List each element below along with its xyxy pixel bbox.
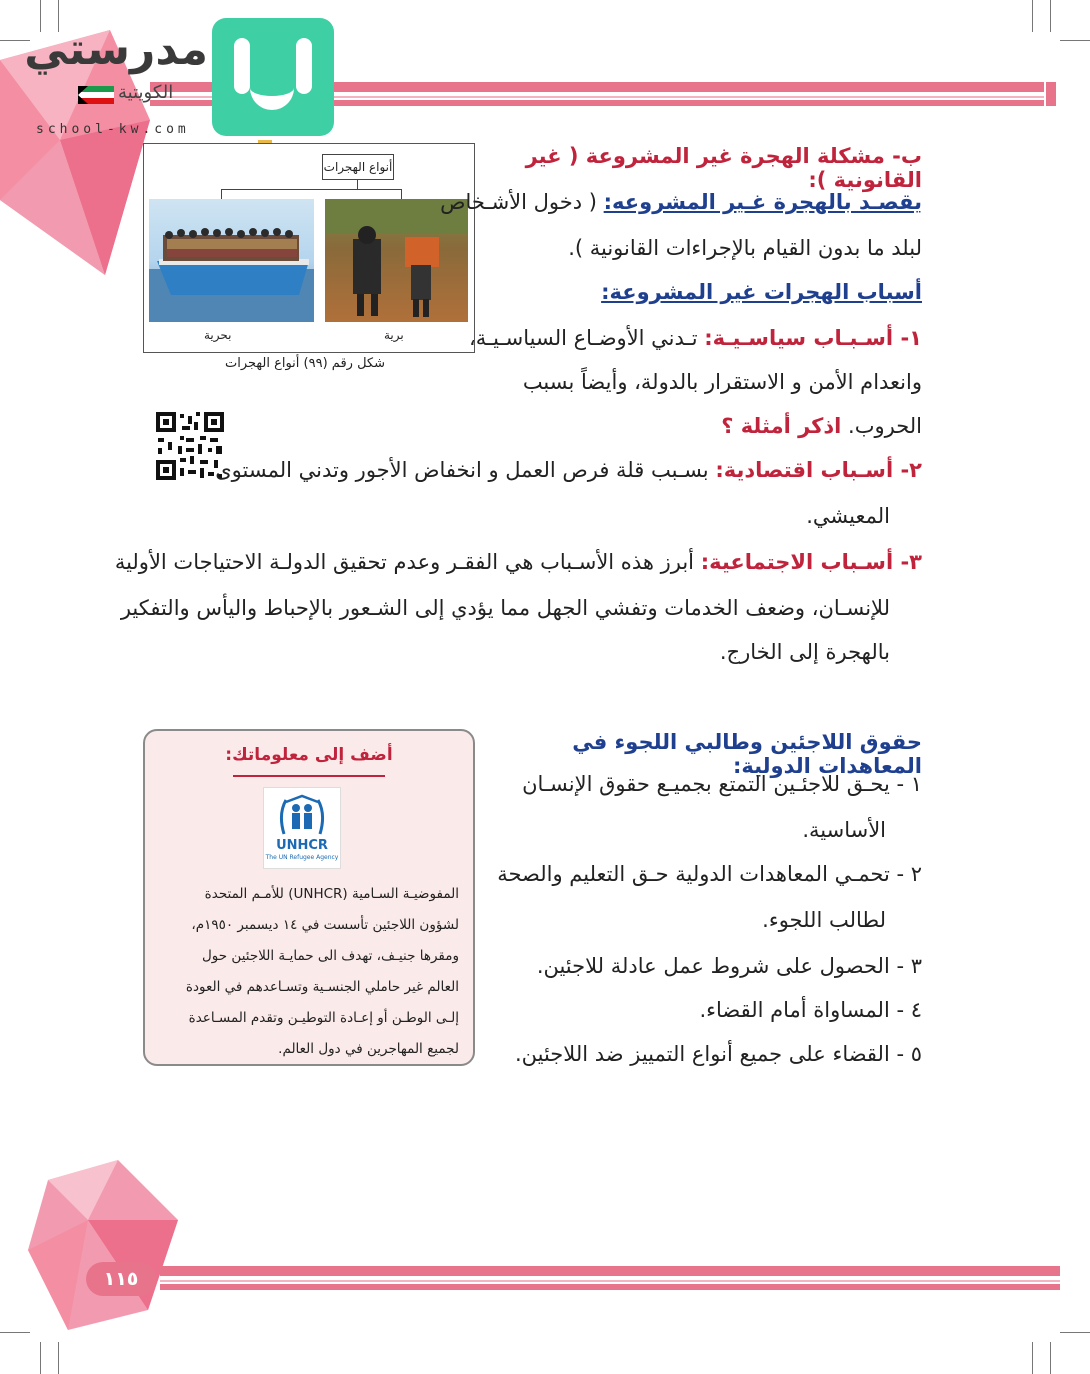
footer-stripe <box>160 1284 1060 1290</box>
cause-3-line-3: بالهجرة إلى الخارج. <box>719 640 890 664</box>
cause-1-label: ١- أسـبـاب سياسـيـة: <box>704 326 922 350</box>
cause-2-line-1 <box>215 458 922 482</box>
kuwait-flag-icon <box>78 86 114 104</box>
rights-item-5: ٥ - القضاء على جميع أنواع التمييز ضد اللاجئين. <box>514 1042 922 1066</box>
rights-item-3: ٣ - الحصول على شروط عمل عادلة للاجئين. <box>536 954 922 978</box>
figure-label-land: برية <box>384 328 404 342</box>
header-stripe-end <box>1046 82 1056 106</box>
crop-mark <box>0 1332 30 1333</box>
cause-1-question: اذكر أمثلة ؟ <box>721 414 842 438</box>
site-logo-badge <box>212 18 334 136</box>
site-logo-subtext: الكويتية <box>118 82 174 103</box>
cause-1-line-2: وانعدام الأمن و الاستقرار بالدولة، وأيضاً بسبب <box>522 370 922 394</box>
rights-title: حقوق اللاجئين وطالبي اللجوء في المعاهدات الدولية: <box>572 730 922 778</box>
crop-mark <box>1060 1332 1090 1333</box>
cause-1-line-3 <box>480 414 922 438</box>
rights-item-2-cont: لطالب اللجوء. <box>762 908 886 932</box>
figure-root-label: أنواع الهجرات <box>322 154 394 180</box>
info-box <box>143 729 475 1066</box>
cause-2-text: بسـبب قلة فرص العمل و انخفاض الأجور وتدني المستوى <box>215 458 709 482</box>
definition-text: ( دخول الأشـخاص <box>440 190 597 214</box>
crop-mark <box>1032 0 1033 32</box>
cause-3-label: ٣- أسـباب الاجتماعية: <box>700 550 922 574</box>
cause-3-line-1 <box>114 550 922 574</box>
rights-item-1: ١ - يحـق للاجئـين التمتع بجميـع حقوق الإنسـان <box>522 772 922 796</box>
info-box-title: أضف إلى معلوماتك: <box>225 745 393 765</box>
footer-decoration <box>28 1160 208 1360</box>
rights-item-1-cont: الأساسية. <box>802 818 886 842</box>
figure-caption: شكل رقم (٩٩) أنواع الهجرات <box>224 356 385 371</box>
info-box-line: لشؤون اللاجئين تأسست في ١٤ ديسمبر ١٩٥٠م، <box>191 917 459 933</box>
cause-1-line-1 <box>468 326 922 350</box>
definition-text-continued: لبلد ما بدون القيام بالإجراءات القانونية ). <box>568 236 922 260</box>
footer-stripe-thin <box>160 1280 1060 1282</box>
cause-3-text: أبرز هذه الأسـباب هي الفقـر وعدم تحقيق الدولـة الاحتياجات الأولية <box>114 550 694 574</box>
page-number: ١١٥ <box>86 1262 156 1296</box>
rights-item-2: ٢ - تحمـي المعاهدات الدولية حـق التعليم والصحة <box>497 862 922 886</box>
cause-1-text: تـدني الأوضـاع السياسـيـة، <box>468 326 698 350</box>
rights-item-4: ٤ - المساواة أمام القضاء. <box>699 998 922 1022</box>
cause-3-line-2: للإنسـان، وضعف الخدمات وتفشي الجهل مما يؤدي إلى الشـعور بالإحباط واليأس والتفكير <box>120 596 890 620</box>
info-box-line: لجميع المهاجرين في دول العالم. <box>278 1041 459 1057</box>
definition-term: يقصـد بالهجرة غـير المشروعه: <box>603 190 922 214</box>
section-b-title: ب- مشكلة الهجرة غير المشروعة ( غير القانونية ): <box>525 144 922 192</box>
info-box-line: المفوضيـة السـامية (UNHCR) للأمـم المتحدة <box>204 886 459 902</box>
unhcr-logo <box>263 787 341 869</box>
figure-label-sea: بحرية <box>204 328 232 342</box>
unhcr-logo-tagline: The UN Refugee Agency <box>265 854 339 861</box>
qr-code-icon <box>156 412 224 480</box>
figure-box <box>143 143 475 353</box>
unhcr-logo-name: UNHCR <box>276 838 328 853</box>
crop-mark <box>1050 0 1051 32</box>
crop-mark <box>1050 1342 1051 1374</box>
cause-2-line-2: المعيشي. <box>806 504 890 528</box>
unhcr-emblem-icon <box>278 794 326 836</box>
site-url: school-kw.com <box>36 122 190 137</box>
boat-migration-image <box>149 199 314 322</box>
footer-stripe <box>160 1266 1060 1276</box>
cause-2-label: ٢- أسـباب اقتصادية: <box>715 458 922 482</box>
cause-1-text-end: الحروب. <box>848 414 922 438</box>
site-logo-text: مدرستي <box>24 24 208 75</box>
land-migration-image <box>325 199 468 322</box>
info-box-line: ومقرها جنيـف، تهدف الى حمايـة اللاجئين حول <box>202 948 459 964</box>
info-box-body <box>159 879 459 1065</box>
info-box-line: العالم غير حاملي الجنسـية وتسـاعدهم في العودة <box>185 979 459 995</box>
crop-mark <box>1060 40 1090 41</box>
info-box-line: إلـى الوطـن أو إعـادة التوطيـن وتقدم المسـاعدة <box>188 1010 459 1026</box>
causes-title: أسباب الهجرات غير المشروعة: <box>601 280 922 304</box>
crop-mark <box>1032 1342 1033 1374</box>
definition-line <box>440 190 922 214</box>
